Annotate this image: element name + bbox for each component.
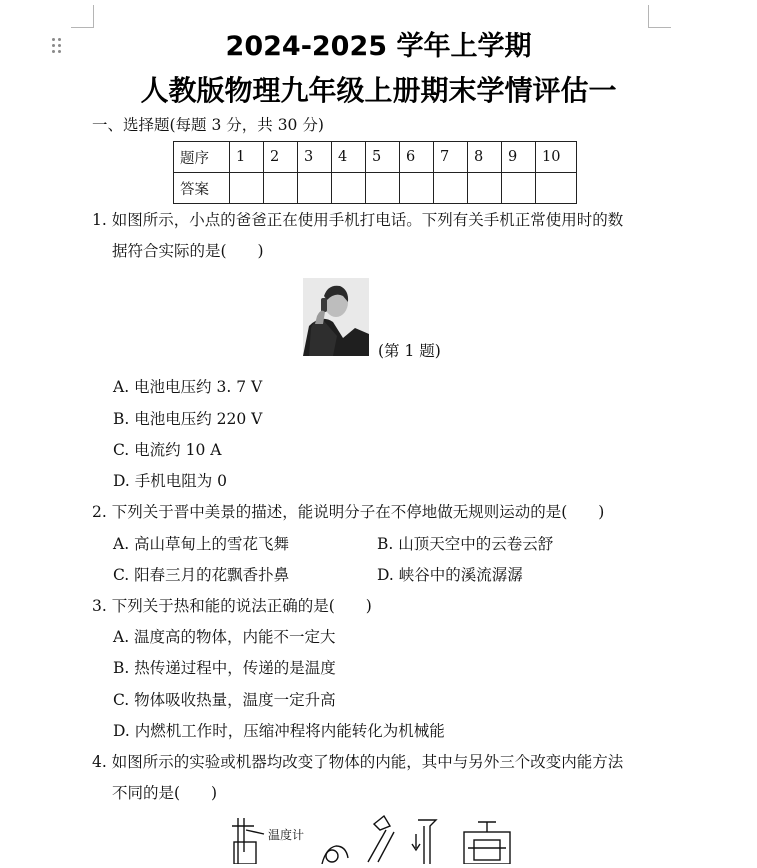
q3-stem: 3. 下列关于热和能的说法正确的是( ): [92, 597, 372, 615]
q4-stem-cont: 不同的是( ): [112, 784, 218, 802]
table-cell: 5: [366, 142, 400, 173]
answer-cell[interactable]: [434, 173, 468, 204]
q2-stem: 2. 下列关于晋中美景的描述，能说明分子在不停地做无规则运动的是( ): [92, 503, 605, 521]
table-cell: 2: [264, 142, 298, 173]
answer-cell[interactable]: [264, 173, 298, 204]
q3-option-a[interactable]: A. 温度高的物体，内能不一定大: [113, 628, 336, 646]
q3-option-c[interactable]: C. 物体吸收热量，温度一定升高: [113, 691, 336, 709]
q4-experiment-figure: [228, 812, 528, 864]
q1-option-b[interactable]: B. 电池电压约 220 V: [113, 410, 263, 428]
answer-table: [173, 141, 577, 204]
answer-cell[interactable]: [502, 173, 536, 204]
table-cell: 9: [502, 142, 536, 173]
answer-cell[interactable]: [468, 173, 502, 204]
table-row: [174, 173, 577, 204]
q2-option-b[interactable]: B. 山顶天空中的云卷云舒: [377, 535, 554, 553]
phone-call-photo: [303, 278, 369, 356]
answer-cell[interactable]: [366, 173, 400, 204]
q3-option-b[interactable]: B. 热传递过程中，传递的是温度: [113, 659, 336, 677]
q1-figure-caption: (第 1 题): [378, 342, 441, 360]
table-cell: 8: [468, 142, 502, 173]
q1-option-a[interactable]: A. 电池电压约 3. 7 V: [113, 378, 263, 396]
table-cell: 10: [536, 142, 577, 173]
answer-cell[interactable]: [230, 173, 264, 204]
q1-stem-cont: 据符合实际的是( ): [112, 242, 264, 260]
q3-option-d[interactable]: D. 内燃机工作时，压缩冲程将内能转化为机械能: [113, 722, 445, 740]
title-line-1: 2024-2025 学年上学期: [225, 31, 532, 62]
answer-cell[interactable]: [536, 173, 577, 204]
q2-option-d[interactable]: D. 峡谷中的溪流潺潺: [377, 566, 523, 584]
page-corner-mark-right: [648, 5, 671, 28]
answer-cell[interactable]: [298, 173, 332, 204]
title-line-2: 人教版物理九年级上册期末学情评估一: [140, 74, 617, 107]
answer-cell[interactable]: [400, 173, 434, 204]
table-cell: 7: [434, 142, 468, 173]
q2-option-a[interactable]: A. 高山草甸上的雪花飞舞: [113, 535, 290, 553]
thermometer-label: 温度计: [268, 828, 305, 842]
table-cell: 题序: [174, 142, 230, 173]
page-corner-mark-left: [71, 5, 94, 28]
table-cell: 6: [400, 142, 434, 173]
table-cell: 3: [298, 142, 332, 173]
q1-option-c[interactable]: C. 电流约 10 A: [113, 441, 222, 459]
table-cell: 4: [332, 142, 366, 173]
table-cell: 答案: [174, 173, 230, 204]
answer-cell[interactable]: [332, 173, 366, 204]
q1-stem: 1. 如图所示，小点的爸爸正在使用手机打电话。下列有关手机正常使用时的数: [92, 211, 624, 229]
q2-option-c[interactable]: C. 阳春三月的花飘香扑鼻: [113, 566, 290, 584]
q1-option-d[interactable]: D. 手机电阻为 0: [113, 472, 228, 490]
table-cell: 1: [230, 142, 264, 173]
section-heading: 一、选择题(每题 3 分，共 30 分): [92, 116, 324, 134]
q4-stem: 4. 如图所示的实验或机器均改变了物体的内能，其中与另外三个改变内能方法: [92, 753, 624, 771]
table-row: [174, 142, 577, 173]
